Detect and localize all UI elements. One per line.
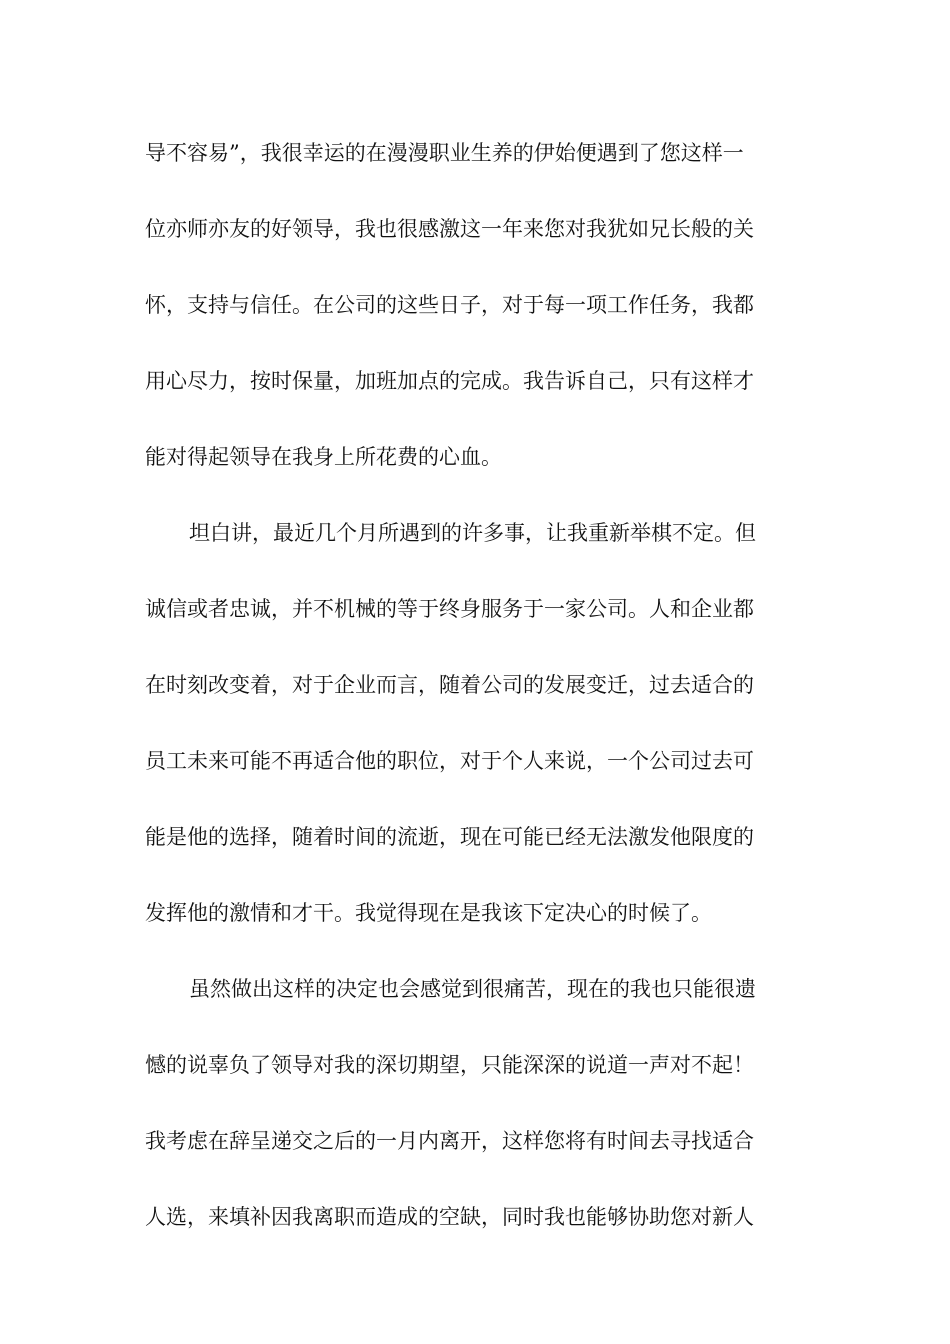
text-line-2: 位亦师亦友的好领导，我也很感激这一年来您对我犹如兄长般的关 — [145, 217, 754, 241]
text-line-3: 怀，支持与信任。在公司的这些日子，对于每一项工作任务，我都 — [145, 293, 754, 317]
text-line-13: 憾的说辜负了领导对我的深切期望，只能深深的说道一声对不起！ — [145, 1053, 754, 1077]
text-line-1: 导不容易”，我很幸运的在漫漫职业生养的伊始便遇到了您这样一 — [145, 141, 744, 165]
text-line-6: 坦白讲，最近几个月所遇到的许多事，让我重新举棋不定。但 — [189, 521, 756, 545]
text-line-8: 在时刻改变着，对于企业而言，随着公司的发展变迁，过去适合的 — [145, 673, 754, 697]
text-line-15: 人选，来填补因我离职而造成的空缺，同时我也能够协助您对新人 — [145, 1205, 754, 1229]
text-line-9: 员工未来可能不再适合他的职位，对于个人来说，一个公司过去可 — [145, 749, 754, 773]
letter-body — [145, 131, 815, 1271]
text-line-7: 诚信或者忠诚，并不机械的等于终身服务于一家公司。人和企业都 — [145, 597, 754, 621]
text-line-4: 用心尽力，按时保量，加班加点的完成。我告诉自己，只有这样才 — [145, 369, 754, 393]
text-line-5: 能对得起领导在我身上所花费的心血。 — [145, 445, 502, 469]
text-line-14: 我考虑在辞呈递交之后的一月内离开，这样您将有时间去寻找适合 — [145, 1129, 754, 1153]
text-line-12: 虽然做出这样的决定也会感觉到很痛苦，现在的我也只能很遗 — [189, 977, 756, 1001]
text-line-11: 发挥他的激情和才干。我觉得现在是我该下定决心的时候了。 — [145, 901, 712, 925]
text-line-10: 能是他的选择，随着时间的流逝，现在可能已经无法激发他限度的 — [145, 825, 754, 849]
